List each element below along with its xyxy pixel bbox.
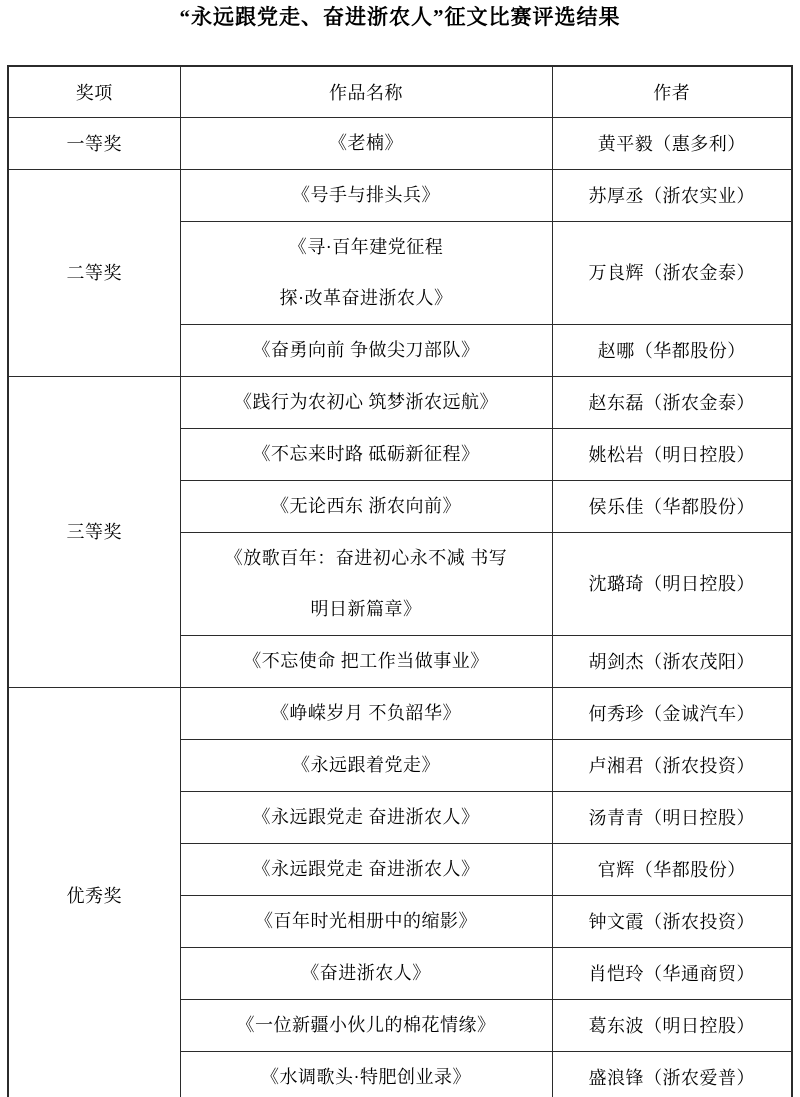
- author-cell: 卢湘君（浙农投资）: [552, 740, 792, 792]
- author-cell: 赵东磊（浙农金泰）: [552, 377, 792, 429]
- header-cell-award: 奖项: [8, 66, 180, 118]
- work-title-cell: [180, 688, 552, 740]
- work-title-line: 《水调歌头·特肥创业录》: [261, 1067, 471, 1087]
- work-title-cell: [180, 170, 552, 222]
- author-cell: 汤青青（明日控股）: [552, 792, 792, 844]
- author-cell: 何秀珍（金诚汽车）: [552, 688, 792, 740]
- work-title-cell: [180, 1000, 552, 1052]
- work-title-line: 《不忘来时路 砥砺新征程》: [252, 444, 480, 464]
- work-title-cell: [180, 118, 552, 170]
- author-cell: 赵哪（华都股份）: [552, 325, 792, 377]
- work-title-cell: [180, 481, 552, 533]
- work-title-line: 《号手与排头兵》: [292, 185, 440, 205]
- work-title-line: 《践行为农初心 筑梦浙农远航》: [234, 392, 498, 412]
- work-title-line: 《百年时光相册中的缩影》: [255, 911, 477, 931]
- author-cell: 胡剑杰（浙农茂阳）: [552, 636, 792, 688]
- work-title-cell: [180, 325, 552, 377]
- award-cell: 三等奖: [8, 377, 180, 688]
- author-cell: 官辉（华都股份）: [552, 844, 792, 896]
- work-title-line: 《永远跟党走 奋进浙农人》: [252, 807, 480, 827]
- award-cell: 一等奖: [8, 118, 180, 170]
- table-row: [8, 377, 792, 429]
- results-table-body: [8, 118, 792, 1097]
- results-table: [7, 65, 793, 1097]
- author-cell: 黄平毅（惠多利）: [552, 118, 792, 170]
- work-title-line: 《老楠》: [329, 133, 403, 153]
- work-title-line: 明日新篇章》: [310, 599, 422, 619]
- work-title-cell: [180, 1052, 552, 1097]
- work-title-cell: [180, 222, 552, 325]
- header-cell-author: 作者: [552, 66, 792, 118]
- author-cell: 沈璐琦（明日控股）: [552, 533, 792, 636]
- author-cell: 葛东波（明日控股）: [552, 1000, 792, 1052]
- work-title-line: 《永远跟党走 奋进浙农人》: [252, 859, 480, 879]
- author-cell: 肖恺玲（华通商贸）: [552, 948, 792, 1000]
- work-title-cell: [180, 792, 552, 844]
- work-title-cell: [180, 377, 552, 429]
- author-cell: 姚松岩（明日控股）: [552, 429, 792, 481]
- work-title-cell: [180, 844, 552, 896]
- page-title: “永远跟党走、奋进浙农人”征文比赛评选结果: [179, 5, 621, 29]
- work-title-line: 《永远跟着党走》: [292, 755, 440, 775]
- award-cell: 优秀奖: [8, 688, 180, 1097]
- work-title-cell: [180, 429, 552, 481]
- header-cell-work-title: 作品名称: [180, 66, 552, 118]
- table-row: [8, 170, 792, 222]
- work-title-cell: [180, 948, 552, 1000]
- work-title-cell: [180, 896, 552, 948]
- table-row: [8, 118, 792, 170]
- table-row: [8, 688, 792, 740]
- award-cell: 二等奖: [8, 170, 180, 377]
- work-title-line: 探·改革奋进浙农人》: [279, 288, 453, 308]
- author-cell: 苏厚丞（浙农实业）: [552, 170, 792, 222]
- work-title-cell: [180, 533, 552, 636]
- work-title-cell: [180, 636, 552, 688]
- table-header-row: [8, 66, 792, 118]
- author-cell: 钟文霞（浙农投资）: [552, 896, 792, 948]
- work-title-line: 《无论西东 浙农向前》: [271, 496, 461, 516]
- work-title-line: 《放歌百年：奋进初心永不减 书写: [224, 548, 508, 568]
- work-title-line: 《不忘使命 把工作当做事业》: [243, 651, 489, 671]
- work-title-line: 《奋勇向前 争做尖刀部队》: [252, 340, 480, 360]
- work-title-line: 《一位新疆小伙儿的棉花情缘》: [236, 1015, 496, 1035]
- author-cell: 盛浪锋（浙农爱普）: [552, 1052, 792, 1097]
- author-cell: 侯乐佳（华都股份）: [552, 481, 792, 533]
- work-title-line: 《奋进浙农人》: [301, 963, 431, 983]
- work-title-line: 《寻·百年建党征程: [288, 237, 444, 257]
- work-title-line: 《峥嵘岁月 不负韶华》: [271, 703, 461, 723]
- work-title-cell: [180, 740, 552, 792]
- author-cell: 万良辉（浙农金泰）: [552, 222, 792, 325]
